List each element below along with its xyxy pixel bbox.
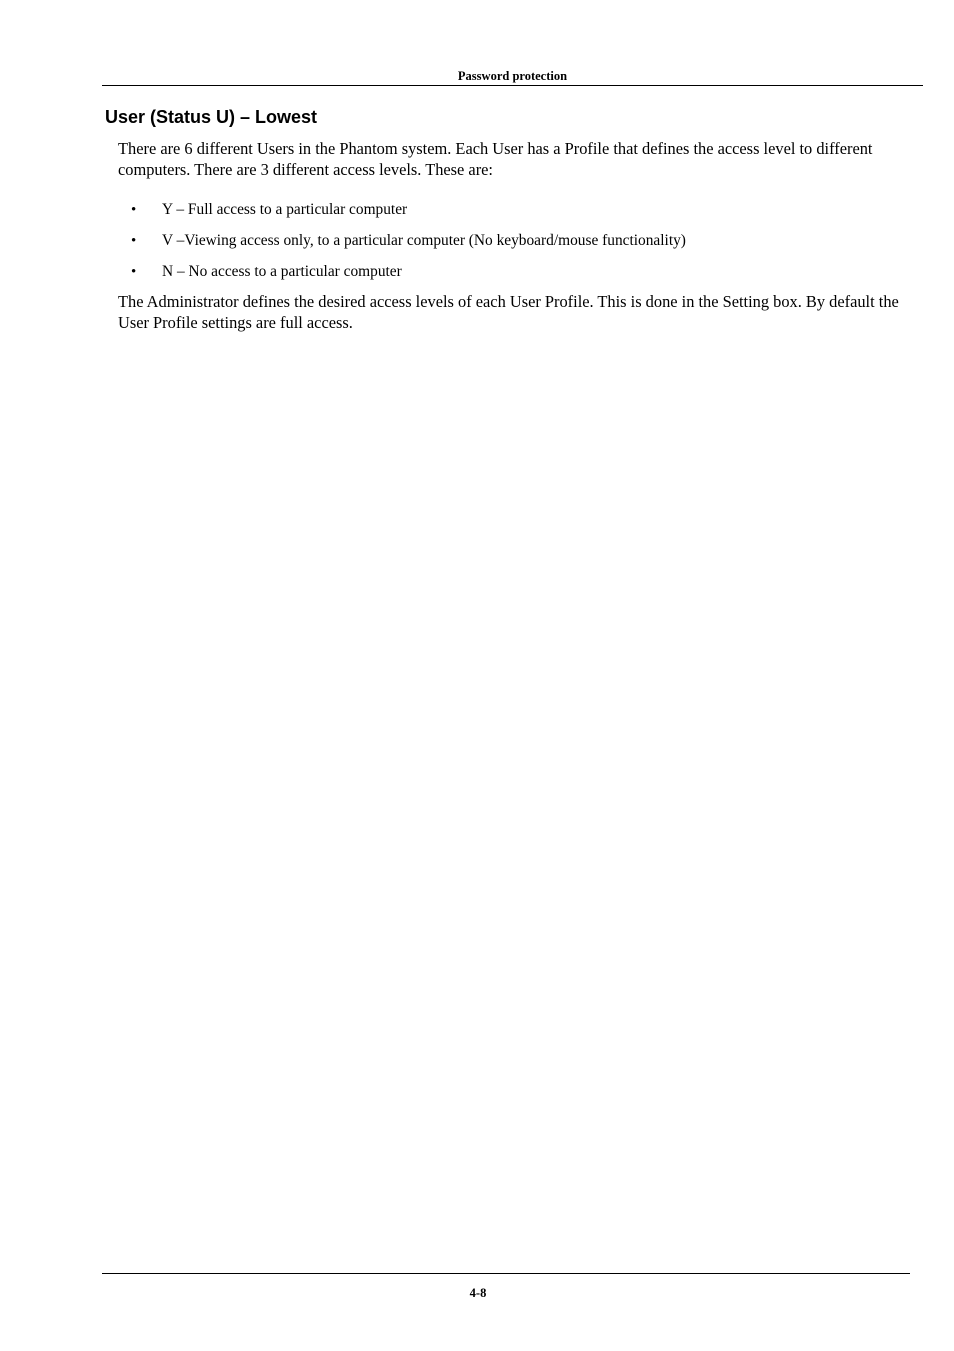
access-level-view: V –Viewing access only, to a particular computer (No keyboard/mouse functionality) xyxy=(162,232,686,249)
intro-paragraph: There are 6 different Users in the Phantom system. Each User has a Profile that defines the access level to different computers. There are 3 different access levels. These are: xyxy=(118,139,873,179)
bullet-icon: • xyxy=(131,264,137,280)
closing-paragraph: The Administrator defines the desired access levels of each User Profile. This is done in the Setting box. By default the User Profile settings are full access. xyxy=(118,292,899,332)
list-item xyxy=(118,199,908,230)
running-header: Password protection xyxy=(457,69,568,83)
bullet-icon: • xyxy=(131,233,137,249)
footer-rule xyxy=(102,1273,910,1274)
access-level-none: N – No access to a particular computer xyxy=(162,263,402,280)
bullet-icon: • xyxy=(131,202,137,218)
section-heading: User (Status U) – Lowest xyxy=(105,107,318,127)
access-level-list xyxy=(118,199,908,292)
page-number: 4-8 xyxy=(469,1286,487,1300)
list-item xyxy=(118,230,908,261)
list-item xyxy=(118,261,908,292)
header-rule xyxy=(102,85,923,86)
access-level-full: Y – Full access to a particular computer xyxy=(162,201,408,218)
